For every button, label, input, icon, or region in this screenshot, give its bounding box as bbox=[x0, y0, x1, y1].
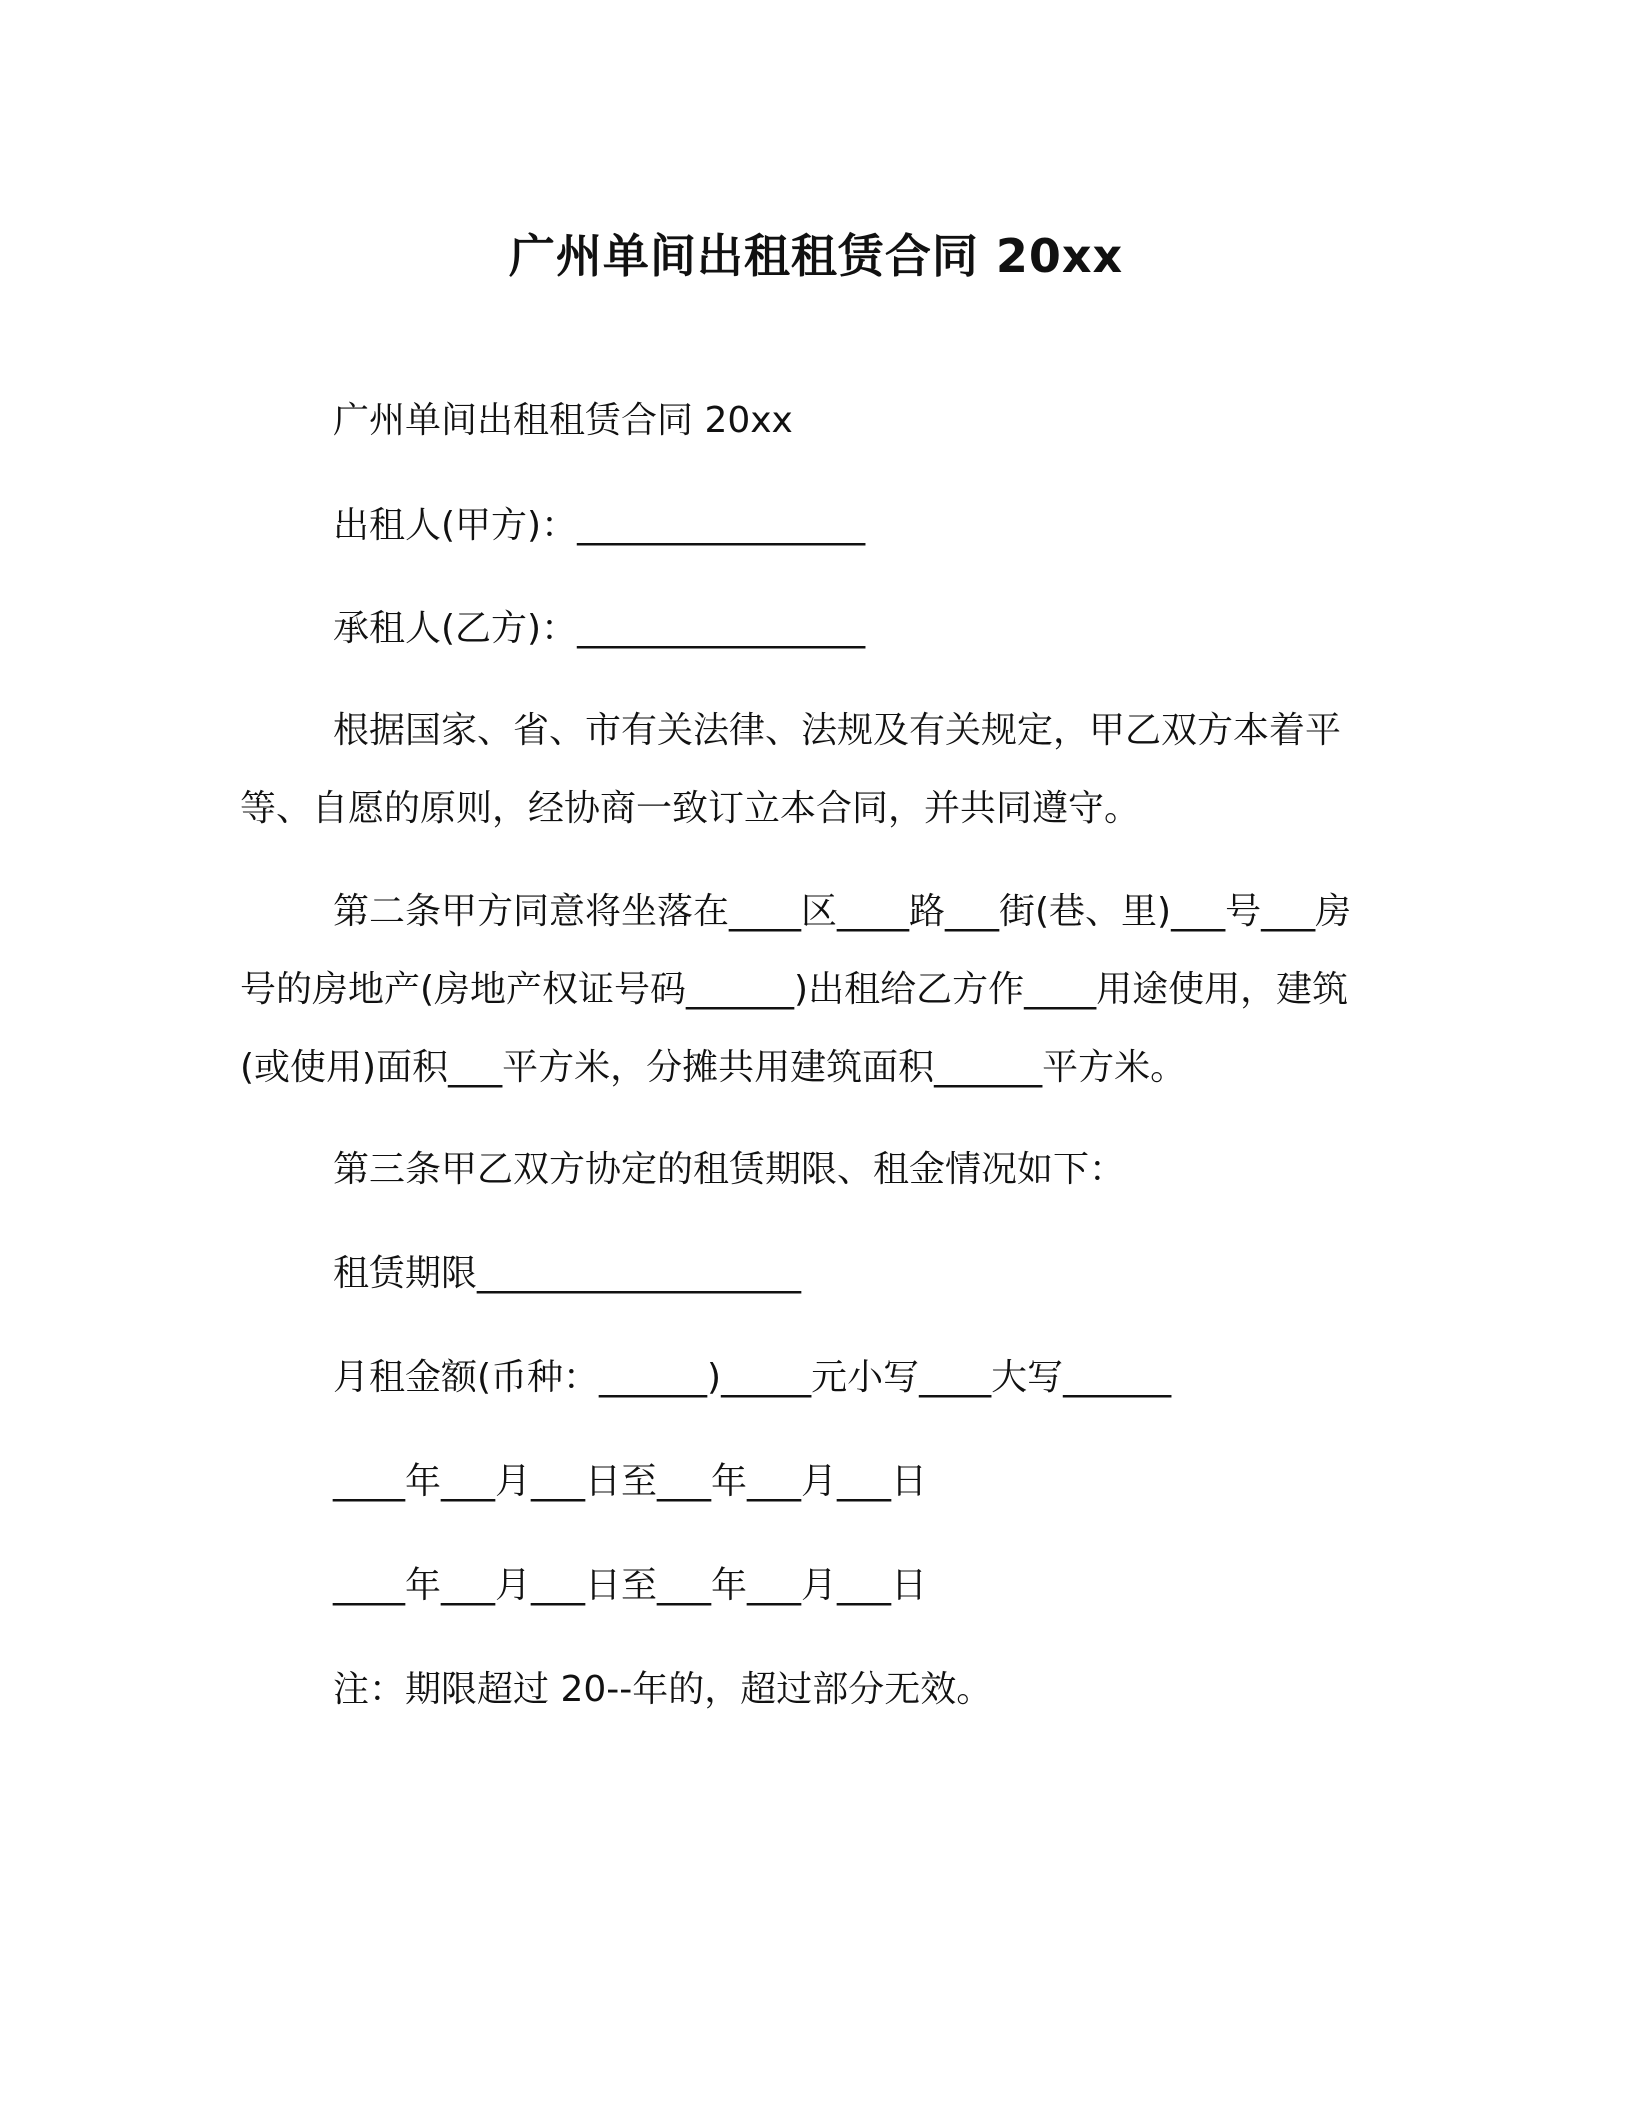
document-subtitle: 广州单间出租租赁合同 20xx bbox=[333, 400, 793, 441]
document-title: 广州单间出租租赁合同 20xx bbox=[508, 229, 1124, 283]
lease-term-line: 租赁期限__________________ bbox=[333, 1253, 802, 1294]
article-2-paragraph: 第二条甲方同意将坐落在____区____路___街(巷、里)___号___房号的房地产(房地产权证号码______)出租给乙方作____用途使用，建筑(或使用)面积___平方米，分摊共用建筑面积______平方米。 bbox=[240, 891, 1352, 1088]
rent-period-line-2: ____年___月___日至___年___月___日 bbox=[333, 1565, 928, 1606]
article-3-heading: 第三条甲乙双方协定的租赁期限、租金情况如下： bbox=[333, 1149, 1126, 1190]
rent-period-line-1: ____年___月___日至___年___月___日 bbox=[333, 1461, 928, 1502]
term-note: 注：期限超过 20--年的，超过部分无效。 bbox=[333, 1669, 993, 1710]
monthly-rent-line: 月租金额(币种：______)_____元小写____大写______ bbox=[333, 1357, 1172, 1398]
lessor-line: 出租人(甲方)：________________ bbox=[333, 505, 866, 546]
intro-paragraph: 根据国家、省、市有关法律、法规及有关规定，甲乙双方本着平等、自愿的原则，经协商一致订立本合同，并共同遵守。 bbox=[240, 710, 1342, 829]
lessee-line: 承租人(乙方)：________________ bbox=[333, 608, 866, 649]
